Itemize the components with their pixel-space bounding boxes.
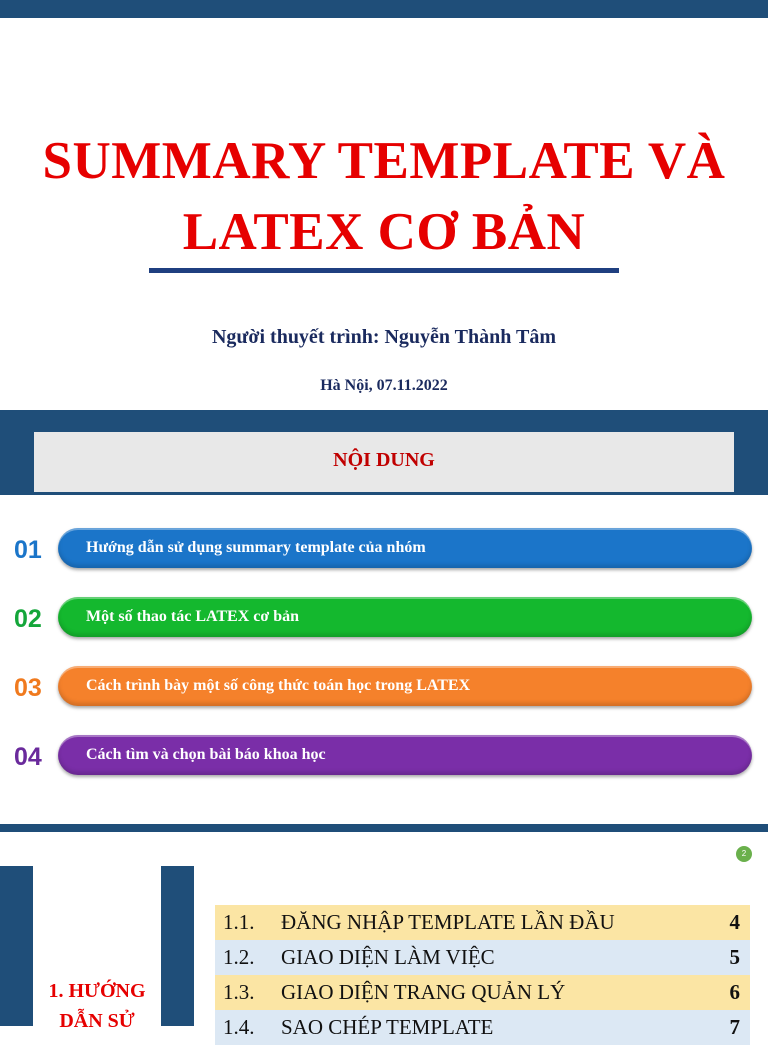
section-title-line-2: DẪN SỬ [59,1010,135,1032]
side-column-left [0,866,33,1026]
page-number-badge: 2 [736,846,752,862]
item-pill[interactable]: Cách tìm và chọn bài báo khoa học [58,735,752,775]
toc-page: 6 [729,980,740,1004]
title-slide [0,0,768,410]
section-toc-table [215,905,750,1045]
toc-number: 1.3. [223,980,255,1004]
item-pill[interactable]: Một số thao tác LATEX cơ bản [58,597,752,637]
section-title [33,976,161,1036]
toc-page: 7 [729,1015,740,1039]
toc-title: SAO CHÉP TEMPLATE [281,1015,494,1039]
toc-number: 1.1. [223,910,255,934]
toc-number: 1.4. [223,1015,255,1039]
top-bar [0,828,768,832]
item-number: 01 [14,536,42,564]
top-bar [0,410,768,432]
contents-slide [0,410,768,828]
section-slide [0,828,768,1039]
item-pill[interactable]: Hướng dẫn sử dụng summary template của nhóm [58,528,752,568]
item-number: 03 [14,674,42,702]
item-number: 02 [14,605,42,633]
toc-page: 4 [729,910,740,934]
section-title-line-1: 1. HƯỚNG [48,980,146,1002]
contents-item[interactable] [0,597,768,641]
presentation-date: Hà Nội, 07.11.2022 [320,377,448,394]
toc-title: GIAO DIỆN TRANG QUẢN LÝ [281,980,566,1004]
contents-item[interactable] [0,528,768,572]
toc-row[interactable] [215,905,750,940]
side-column-right [161,866,194,1026]
title-divider [149,268,619,273]
presenter-name: Người thuyết trình: Nguyễn Thành Tâm [211,326,557,348]
item-pill[interactable]: Cách trình bày một số công thức toán học trong LATEX [58,666,752,706]
header-right-block [734,432,768,492]
top-bar [0,0,768,18]
toc-row[interactable] [215,940,750,975]
contents-header: NỘI DUNG [34,432,734,492]
toc-title: GIAO DIỆN LÀM VIỆC [281,945,495,969]
contents-item[interactable] [0,735,768,779]
toc-row[interactable] [215,975,750,1010]
contents-item[interactable] [0,666,768,710]
presentation-title [0,126,768,268]
item-number: 04 [14,743,42,771]
title-line-2: LATEX CƠ BẢN [182,203,586,261]
toc-number: 1.2. [223,945,255,969]
toc-row[interactable] [215,1010,750,1045]
toc-page: 5 [729,945,740,969]
header-left-block [0,432,34,492]
toc-title: ĐĂNG NHẬP TEMPLATE LẦN ĐẦU [281,910,615,934]
header-underline [0,492,768,495]
title-line-1: SUMMARY TEMPLATE VÀ [42,132,726,190]
